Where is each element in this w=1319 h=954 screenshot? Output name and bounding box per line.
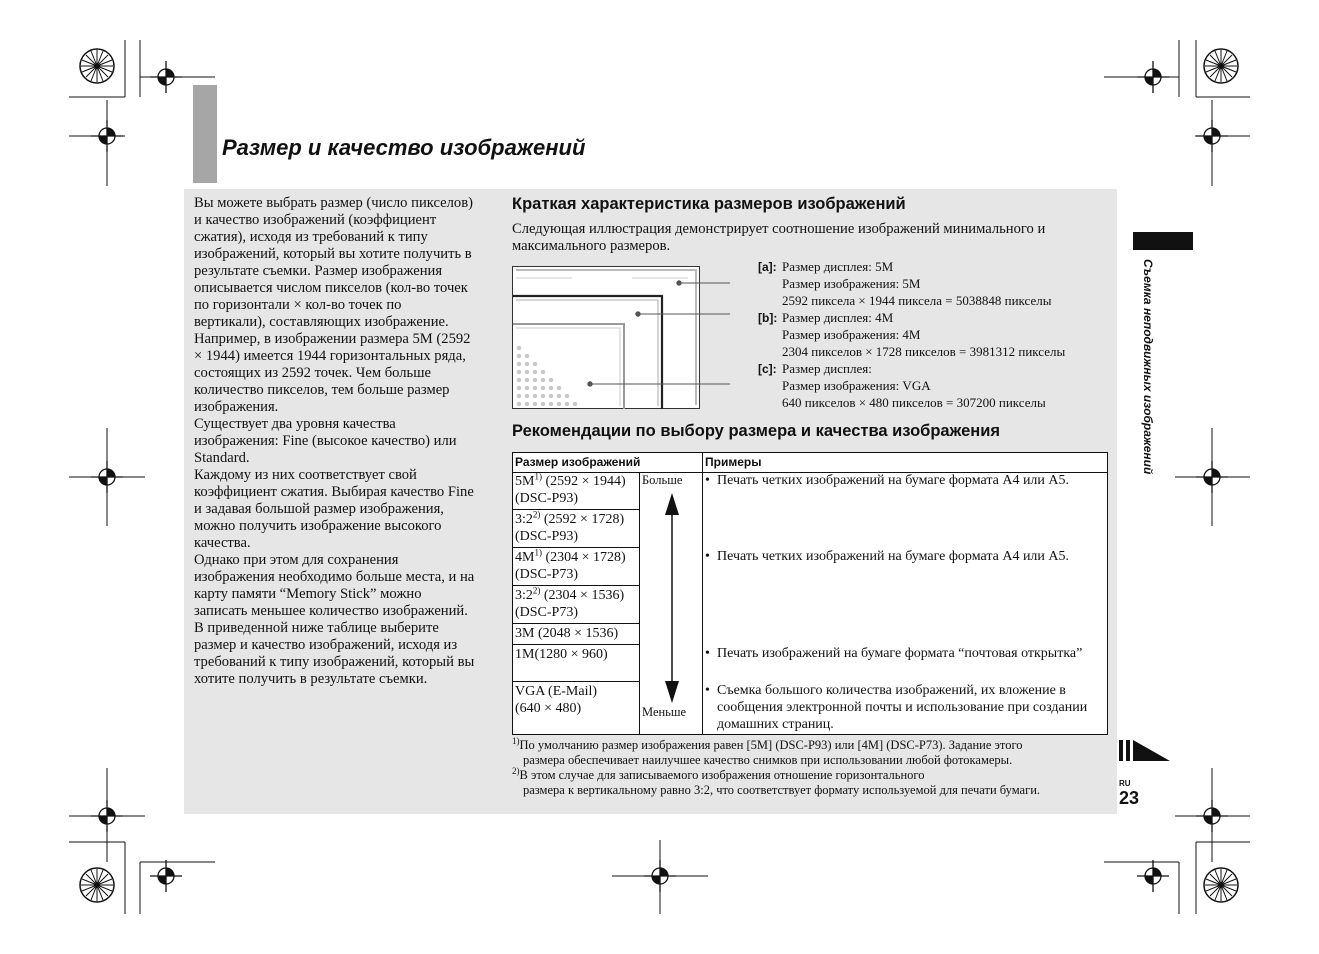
legend-line: Размер дисплея: 4M <box>782 310 894 325</box>
language-label: RU <box>1119 779 1131 788</box>
column-header-size: Размер изображений <box>515 455 641 469</box>
page-title: Размер и качество изображений <box>222 135 586 160</box>
legend-line: 640 пикселов × 480 пикселов = 307200 пикселы <box>782 395 1046 410</box>
footnote-continued: размера к вертикальному равно 3:2, что соответствует формату используемой для печати бумаги. <box>523 783 1041 797</box>
example-item: • Печать четких изображений на бумаге формата A4 или A5. <box>705 549 1070 564</box>
legend-tag: [c]: <box>758 362 777 376</box>
table-row-size: VGA (E-Mail) (640 × 480) <box>515 684 598 716</box>
page-number: 23 <box>1119 788 1140 808</box>
intro-paragraph: В приведенной ниже таблице выберите размер и качество изображений, исходя из требований к типу изображений, который вы хотите получить в результате съемки. <box>194 620 475 687</box>
table-row-size: $4M^{1)}$ (2304 × 1728) (DSC-P73) <box>515 547 626 582</box>
footnote: $^{1)}$По умолчанию размер изображения равен [5M] (DSC-P93) или [4M] (DSC-P73). Задание этого <box>512 735 1023 752</box>
side-section-label: Съемка неподвижных изображений <box>1141 259 1155 475</box>
table-row-size: 3M (2048 × 1536) <box>515 626 619 641</box>
table-row-size: $5M^{1)}$ (2592 × 1944) (DSC-P93) <box>515 471 626 506</box>
intro-paragraph: Существует два уровня качества изображения: Fine (высокое качество) или Standard. <box>194 416 457 466</box>
intro-paragraph: Однако при этом для сохранения изображения необходимо больше места, и на карту памяти “Memory Stick” можно записать меньшее количество изображений. <box>194 552 475 619</box>
arrow-label-more: Больше <box>642 473 683 487</box>
table-row-size: 1M(1280 × 960) <box>515 647 608 662</box>
footnote: $^{2)}$В этом случае для записываемого изображения отношение горизонтального <box>512 765 925 782</box>
table-row-size: 3:2$^{2)}$ (2592 × 1728) (DSC-P93) <box>515 509 625 544</box>
footnote-continued: размера обеспечивает наилучшее качество снимков при использовании любой фотокамеры. <box>523 753 1013 767</box>
intro-paragraph: Каждому из них соответствует свой коэффициент сжатия. Выбирая качество Fine и задавая большой размер изображения, можно получить изображение высокого качества. <box>194 467 474 551</box>
legend-tag: [a]: <box>758 260 777 274</box>
arrow-label-less: Меньше <box>642 705 687 719</box>
legend-line: 2592 пиксела × 1944 пиксела = 5038848 пикселы <box>782 293 1052 308</box>
legend-line: Размер дисплея: 5M <box>782 259 894 274</box>
section-intro: Следующая иллюстрация демонстрирует соотношение изображений минимального и максимального размеров. <box>512 221 1046 254</box>
section-heading-recommendations: Рекомендации по выбору размера и качества изображения <box>512 422 1000 440</box>
legend-line: 2304 пикселов × 1728 пикселов = 3981312 пикселы <box>782 344 1066 359</box>
example-item: • Печать изображений на бумаге формата “почтовая открытка” <box>705 646 1083 661</box>
example-item: • Съемка большого количества изображений, их вложение в сообщения электронной почты и использование при создании домашних страниц. <box>705 683 1088 732</box>
column-header-examples: Примеры <box>705 455 762 469</box>
legend-line: Размер изображения: 4M <box>782 327 921 342</box>
legend-line: Размер изображения: VGA <box>782 378 931 393</box>
legend-line: Размер дисплея: <box>782 361 872 376</box>
table-row-size: 3:2$^{2)}$ (2304 × 1536) (DSC-P73) <box>515 585 625 620</box>
intro-paragraph: Вы можете выбрать размер (число пикселов) и качество изображений (коэффициент сжатия), исходя из требований к типу изображений, который вы хотите получить в результате съемки. Размер изображения описывается числом пикселов (кол-во точек по горизонтали × кол-во точек по вертикали), составляющих изображение. Например, в изображении размера 5M (2592 × 1944) имеется 1944 горизонтальных ряда, состоящих из 2592 точек. Чем больше количество пикселов, тем больше размер изображения. <box>194 195 473 415</box>
legend-tag: [b]: <box>758 311 778 325</box>
example-item: • Печать четких изображений на бумаге формата A4 или A5. <box>705 473 1070 488</box>
legend-line: Размер изображения: 5M <box>782 276 921 291</box>
section-heading-sizes: Краткая характеристика размеров изображений <box>512 195 906 213</box>
